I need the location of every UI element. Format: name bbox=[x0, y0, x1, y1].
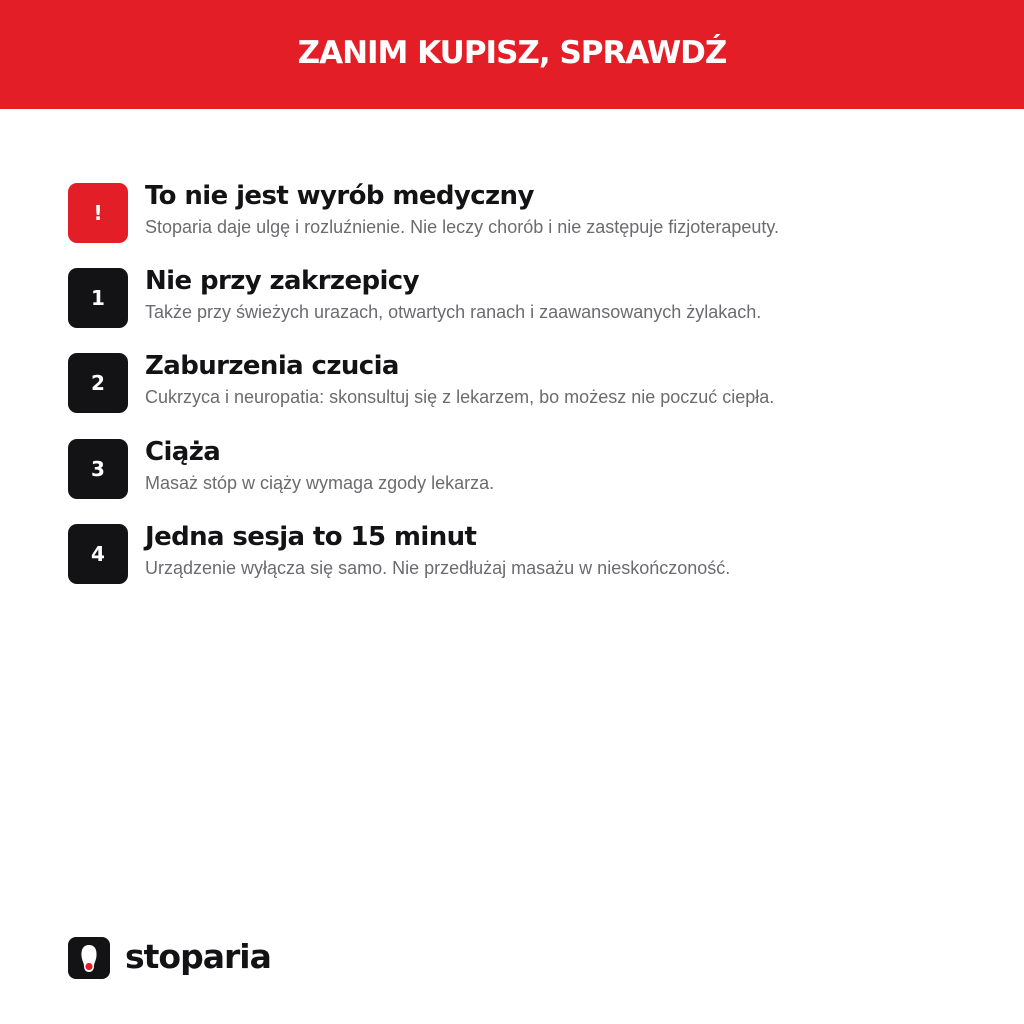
item-title: Ciąża bbox=[145, 437, 221, 467]
number-badge: 1 bbox=[68, 268, 128, 328]
item-description: Urządzenie wyłącza się samo. Nie przedłużaj masażu w nieskończoność. bbox=[145, 558, 731, 578]
brand-logo bbox=[68, 937, 271, 979]
list-item-4 bbox=[68, 524, 968, 584]
brand-name: stoparia bbox=[125, 936, 271, 976]
number-badge: 2 bbox=[68, 353, 128, 413]
list-item-3 bbox=[68, 439, 968, 499]
number-badge: 4 bbox=[68, 524, 128, 584]
page-title: ZANIM KUPISZ, SPRAWDŹ bbox=[297, 34, 727, 71]
header-banner bbox=[0, 0, 1024, 109]
list-item-2 bbox=[68, 353, 968, 413]
item-description: Także przy świeżych urazach, otwartych ranach i zaawansowanych żylakach. bbox=[145, 302, 762, 322]
item-title: Zaburzenia czucia bbox=[145, 351, 399, 381]
item-description: Masaż stóp w ciąży wymaga zgody lekarza. bbox=[145, 473, 495, 493]
item-description: Cukrzyca i neuropatia: skonsultuj się z lekarzem, bo możesz nie poczuć ciepła. bbox=[145, 387, 775, 407]
foot-sole-icon bbox=[68, 937, 110, 979]
item-description: Stoparia daje ulgę i rozluźnienie. Nie leczy chorób i nie zastępuje fizjoterapeuty. bbox=[145, 217, 780, 237]
number-badge: 3 bbox=[68, 439, 128, 499]
warning-badge: ! bbox=[68, 183, 128, 243]
item-title: To nie jest wyrób medyczny bbox=[145, 181, 534, 211]
list-item-warning bbox=[68, 183, 968, 243]
item-title: Jedna sesja to 15 minut bbox=[145, 522, 477, 552]
list-item-1 bbox=[68, 268, 968, 328]
item-title: Nie przy zakrzepicy bbox=[145, 266, 419, 296]
